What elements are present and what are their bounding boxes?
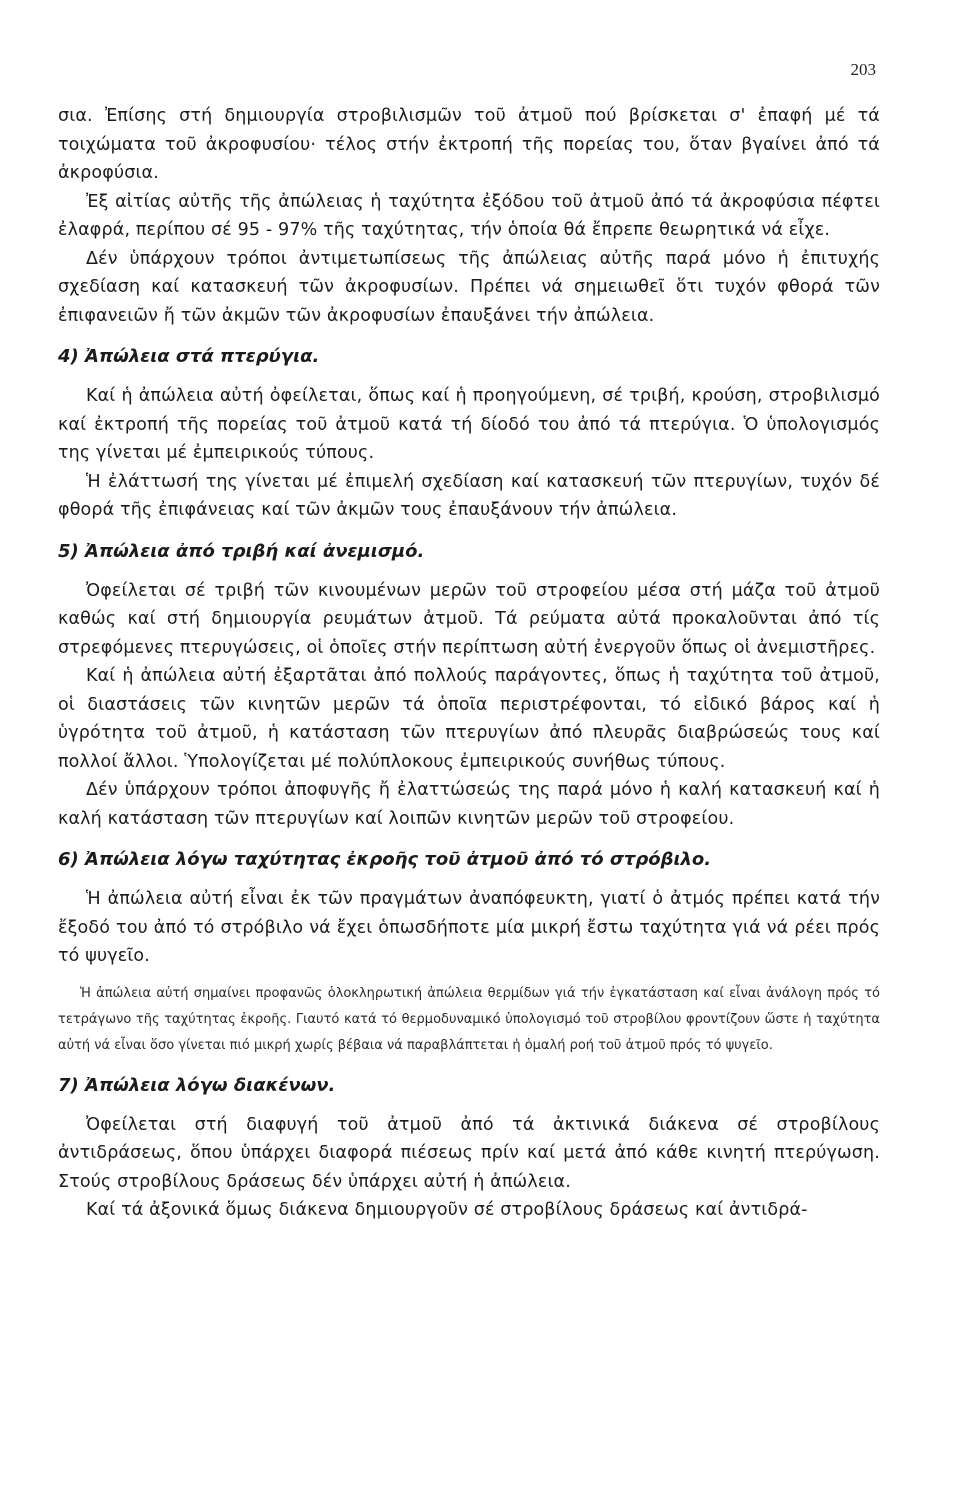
page-number: 203 — [850, 60, 876, 79]
section-heading: 4) Ἀπώλεια στά πτερύγια. — [58, 346, 320, 367]
paragraph: Δέν ὑπάρχουν τρόποι ἀντιμετωπίσεως τῆς ἀπώλειας αὐτῆς παρά μόνο ἡ ἐπιτυχής σχεδίαση καί κατασκευή τῶν ἀκροφυσίων. Πρέπει νά σημειωθεῖ ὅτι τυχόν φθορά τῶν ἐπιφανειῶν ἤ τῶν ἀκμῶν τῶν ἀκροφυσίων ἐπαυξάνει τήν ἀπώλεια. — [58, 248, 880, 326]
paragraph: Ὀφείλεται σέ τριβή τῶν κινουμένων μερῶν τοῦ στροφείου μέσα στή μάζα τοῦ ἀτμοῦ καθώς καί στή δημιουργία ρευμάτων ἀτμοῦ. Τά ρεύματα αὐτά προκαλοῦνται ἀπό τίς στρεφόμενες πτερυγώσεις, οἱ ὁποῖες στήν περίπτωση αὐτή ἐνεργοῦν ὅπως οἱ ἀνεμιστῆρες. — [58, 580, 880, 658]
section-heading: 5) Ἀπώλεια ἀπό τριβή καί ἀνεμισμό. — [58, 540, 425, 562]
footnote: Ἡ ἀπώλεια αὐτή σημαίνει προφανῶς ὁλοκληρωτική ἀπώλεια θερμίδων γιά τήν ἐγκατάσταση καί εἶναι ἀνάλογη πρός τό τετράγωνο τῆς ταχύτητας ἐκροῆς. Γιαυτό κατά τό θερμοδυναμικό ὑπολογισμό τοῦ στροβίλου φροντίζουν ὥστε ἡ ταχύτητα αὐτή νά εἶναι ὅσο γίνεται πιό μικρή χωρίς βέβαια νά παραβλάπτεται ἡ ὁμαλή ροή τοῦ ἀτμοῦ πρός τό ψυγεῖο. — [58, 985, 880, 1053]
paragraph: Καί ἡ ἀπώλεια αὐτή ὀφείλεται, ὅπως καί ἡ προηγούμενη, σέ τριβή, κρούση, στροβιλισμό καί ἐκτροπή τῆς πορείας τοῦ ἀτμοῦ κατά τή δίοδό του ἀπό τά πτερύγια. Ὁ ὑπολογισμός της γίνεται μέ ἐμπειρικούς τύπους. — [58, 386, 880, 463]
section-heading: 6) Ἀπώλεια λόγω ταχύτητας ἐκροῆς τοῦ ἀτμοῦ ἀπό τό στρόβιλο. — [58, 849, 712, 870]
paragraph: σια. Ἐπίσης στή δημιουργία στροβιλισμῶν τοῦ ἀτμοῦ πού βρίσκεται σ' ἐπαφή μέ τά τοιχώματα τοῦ ἀκροφυσίου· τέλος στήν ἐκτροπή τῆς πορείας του, ὅταν βγαίνει ἀπό τά ἀκροφύσια. — [58, 106, 880, 183]
paragraph: Ὀφείλεται στή διαφυγή τοῦ ἀτμοῦ ἀπό τά ἀκτινικά διάκενα σέ στροβίλους ἀντιδράσεως, ὅπου ὑπάρχει διαφορά πιέσεως πρίν καί μετά ἀπό κάθε κινητή πτερύγωση. Στούς στροβίλους δράσεως δέν ὑπάρχει αὐτή ἡ ἀπώλεια. — [58, 1114, 880, 1192]
page-body — [58, 102, 880, 1225]
paragraph: Ἐξ αἰτίας αὐτῆς τῆς ἀπώλειας ἡ ταχύτητα ἐξόδου τοῦ ἀτμοῦ ἀπό τά ἀκροφύσια πέφτει ἐλαφρά, περίπου σέ 95 - 97% τῆς ταχύτητας, τήν ὁποία θά ἔπρεπε θεωρητικά νά εἶχε. — [58, 191, 880, 240]
paragraph: Δέν ὑπάρχουν τρόποι ἀποφυγῆς ἤ ἐλαττώσεώς της παρά μόνο ἡ καλή κατασκευή καί ἡ καλή κατάσταση τῶν πτερυγίων καί λοιπῶν κινητῶν μερῶν τοῦ στροφείου. — [58, 780, 880, 829]
paragraph: Καί τά ἀξονικά ὅμως διάκενα δημιουργοῦν σέ στροβίλους δράσεως καί ἀντιδρά- — [86, 1200, 808, 1220]
paragraph: Καί ἡ ἀπώλεια αὐτή ἐξαρτᾶται ἀπό πολλούς παράγοντες, ὅπως ἡ ταχύτητα τοῦ ἀτμοῦ, οἱ διαστάσεις τῶν κινητῶν μερῶν τά ὁποῖα περιστρέφονται, τό εἰδικό βάρος καί ἡ ὑγρότητα τοῦ ἀτμοῦ, ἡ κατάσταση τῶν πτερυγίων ἀπό πλευρᾶς διαβρώσεώς τους καί πολλοί ἄλλοι. Ὑπολογίζεται μέ πολύπλοκους ἐμπειρικούς συνήθως τύπους. — [58, 666, 880, 772]
paragraph: Ἡ ἀπώλεια αὐτή εἶναι ἐκ τῶν πραγμάτων ἀναπόφευκτη, γιατί ὁ ἀτμός πρέπει κατά τήν ἔξοδό του ἀπό τό στρόβιλο νά ἔχει ὁπωσδήποτε μία μικρή ἔστω ταχύτητα γιά νά ρέει πρός τό ψυγεῖο. — [58, 889, 880, 966]
paragraph: Ἡ ἐλάττωσή της γίνεται μέ ἐπιμελή σχεδίαση καί κατασκευή τῶν πτερυγίων, τυχόν δέ φθορά τῆς ἐπιφάνειας καί τῶν ἀκμῶν τους ἐπαυξάνουν τήν ἀπώλεια. — [58, 471, 880, 520]
section-heading: 7) Ἀπώλεια λόγω διακένων. — [58, 1074, 336, 1096]
